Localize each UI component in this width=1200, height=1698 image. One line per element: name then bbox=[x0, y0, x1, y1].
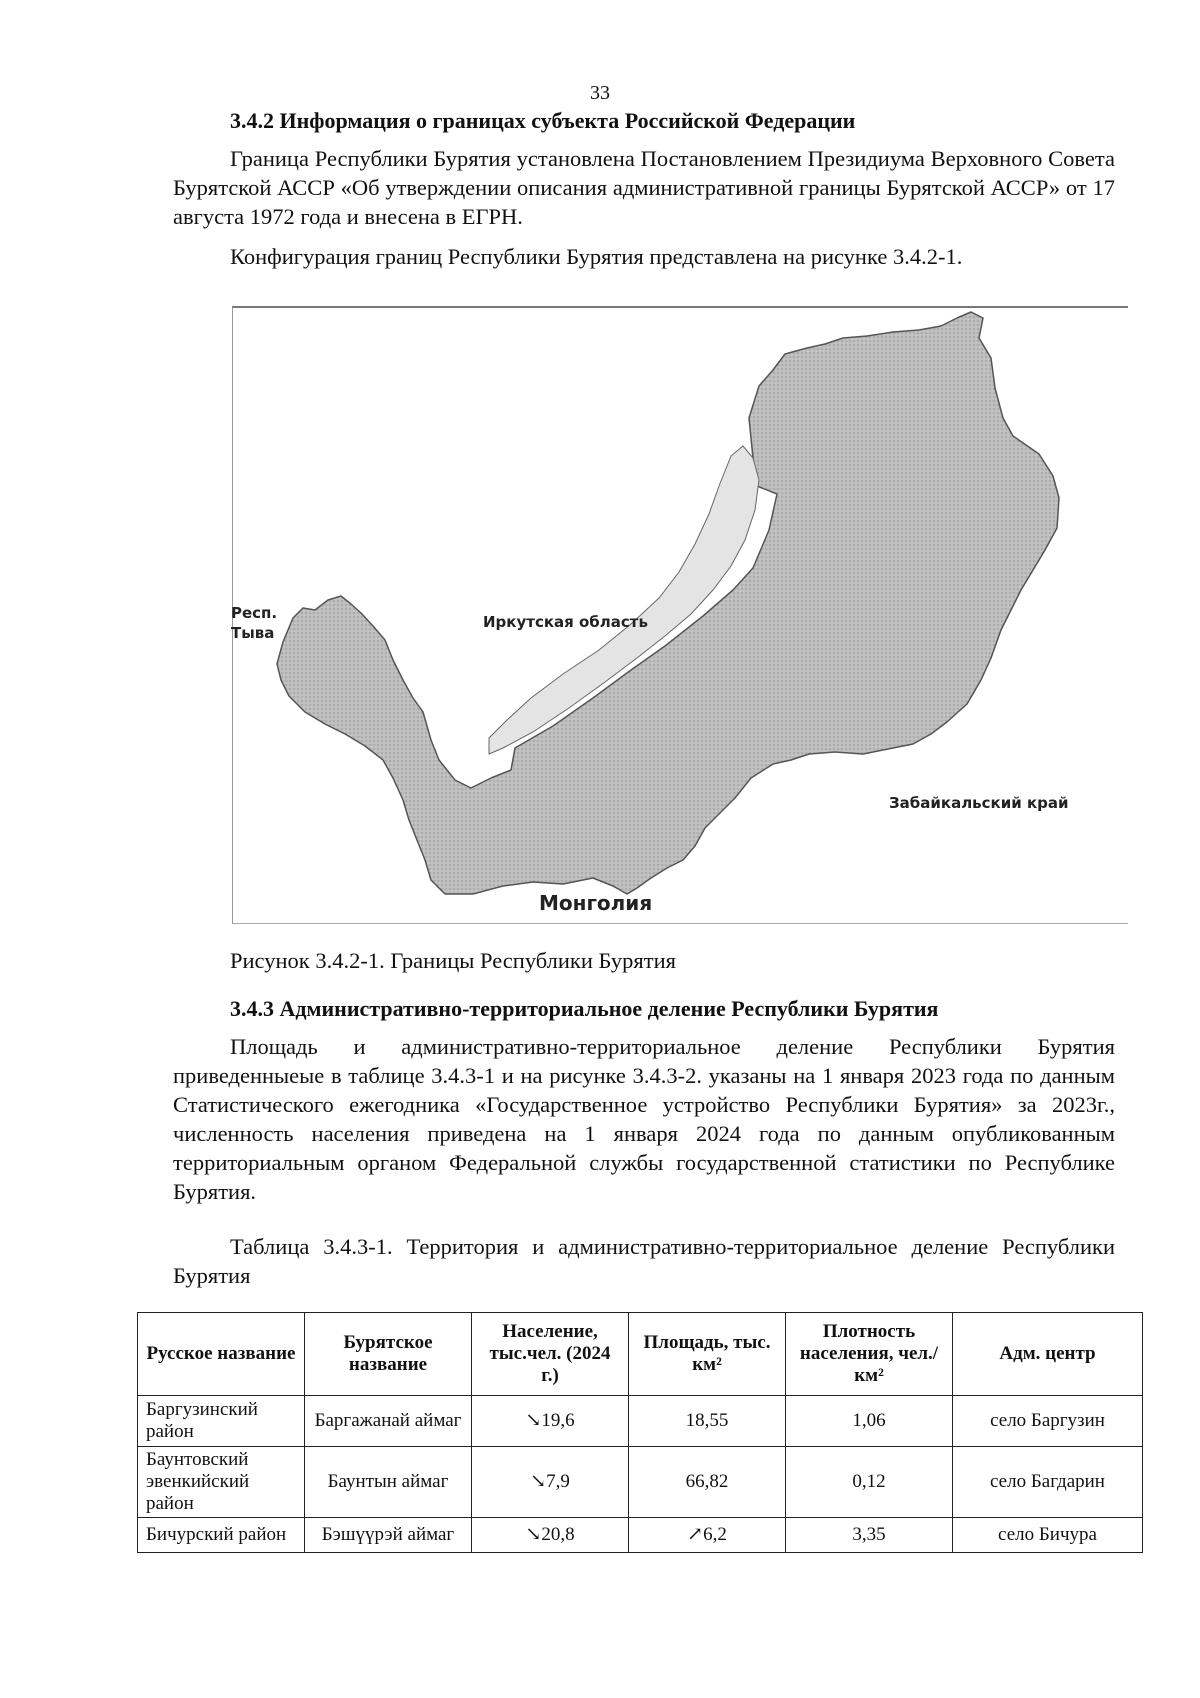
map-label-mongolia: Монголия bbox=[539, 891, 653, 915]
admin-division-paragraph: Площадь и административно-территориальное деление Республики Бурятия приведенныеые в таблице 3.4.3-1 и на рисунке 3.4.3-2. указаны на 1 января 2023 года по данным Статистического ежегодника «Государственное устройство Республики Бурятия» за 2023г., численность населения приведена на 1 января 2024 года по данным опубликованным территориальным органом Федеральной службы государственной статистики по Республике Бурятия. bbox=[173, 1034, 1115, 1204]
cell-ru-name: Баунтовский эвенкийский район bbox=[138, 1447, 305, 1518]
table-row bbox=[138, 1447, 1143, 1518]
territory-table bbox=[137, 1312, 1143, 1553]
header-area: Площадь, тыс. км² bbox=[629, 1313, 786, 1396]
header-population: Население, тыс.чел. (2024 г.) bbox=[472, 1313, 629, 1396]
section-heading-borders: 3.4.2 Информация о границах субъекта Российской Федерации bbox=[230, 108, 856, 133]
table-row bbox=[138, 1518, 1143, 1553]
cell-ru-name: Баргузинский район bbox=[138, 1396, 305, 1447]
map-label-tyva-line2: Тыва bbox=[231, 624, 275, 642]
cell-population: ↘19,6 bbox=[472, 1396, 629, 1447]
cell-center: село Багдарин bbox=[953, 1447, 1143, 1518]
cell-area: 18,55 bbox=[629, 1396, 786, 1447]
borders-paragraph: Граница Республики Бурятия установлена Постановлением Президиума Верховного Совета Бурятской АССР «Об утверждении описания административной границы Бурятской АССР» от 17 августа 1972 года и внесена в ЕГРН. bbox=[173, 146, 1115, 229]
cell-density: 3,35 bbox=[786, 1518, 953, 1553]
cell-population: ↘20,8 bbox=[472, 1518, 629, 1553]
cell-density: 1,06 bbox=[786, 1396, 953, 1447]
cell-population: ↘7,9 bbox=[472, 1447, 629, 1518]
map-svg bbox=[233, 308, 1129, 926]
cell-area: ↗6,2 bbox=[629, 1518, 786, 1553]
map-label-zabaikalsky-krai: Забайкальский край bbox=[889, 794, 1069, 812]
page-number: 33 bbox=[590, 82, 610, 104]
table-caption: Таблица 3.4.3-1. Территория и административно-территориальное деление Республики Бурятия bbox=[173, 1234, 1115, 1288]
cell-bur-name: Баунтын аймаг bbox=[305, 1447, 472, 1518]
buryatia-borders-map bbox=[232, 306, 1128, 924]
table-row bbox=[138, 1396, 1143, 1447]
map-label-irkutsk-oblast: Иркутская область bbox=[483, 613, 648, 631]
cell-center: село Бичура bbox=[953, 1518, 1143, 1553]
header-bur-name: Бурятское название bbox=[305, 1313, 472, 1396]
header-density: Плотность населения, чел./км² bbox=[786, 1313, 953, 1396]
cell-center: село Баргузин bbox=[953, 1396, 1143, 1447]
cell-bur-name: Баргажанай аймаг bbox=[305, 1396, 472, 1447]
cell-ru-name: Бичурский район bbox=[138, 1518, 305, 1553]
figure-caption: Рисунок 3.4.2-1. Границы Республики Бурятия bbox=[230, 948, 676, 973]
section-heading-admin-division: 3.4.3 Административно-территориальное деление Республики Бурятия bbox=[230, 996, 939, 1021]
cell-area: 66,82 bbox=[629, 1447, 786, 1518]
map-label-tyva-line1: Респ. bbox=[231, 604, 278, 622]
header-center: Адм. центр bbox=[953, 1313, 1143, 1396]
header-ru-name: Русское название bbox=[138, 1313, 305, 1396]
cell-density: 0,12 bbox=[786, 1447, 953, 1518]
cell-bur-name: Бэшүүрэй аймаг bbox=[305, 1518, 472, 1553]
figure-reference-text: Конфигурация границ Республики Бурятия представлена на рисунке 3.4.2-1. bbox=[230, 244, 963, 269]
table-header-row bbox=[138, 1313, 1143, 1396]
